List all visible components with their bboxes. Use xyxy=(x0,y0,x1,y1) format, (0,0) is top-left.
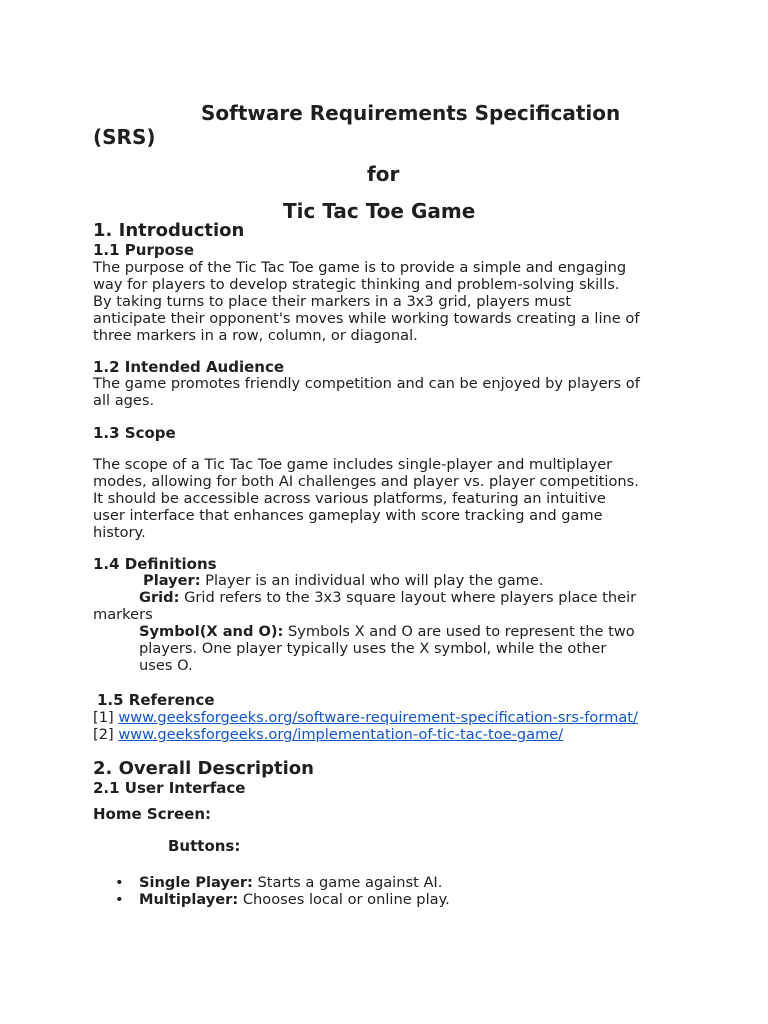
scope-line: The scope of a Tic Tac Toe game includes single-player and multiplayer xyxy=(93,456,613,473)
bullet-icon: • xyxy=(115,874,124,891)
definition-text: Symbols X and O are used to represent the two xyxy=(283,623,635,640)
bullet-text: Starts a game against AI. xyxy=(252,874,443,891)
subsection-heading-reference: 1.5 Reference xyxy=(97,691,215,709)
scope-line: It should be accessible across various platforms, featuring an intuitive xyxy=(93,490,606,507)
doc-title-game: Tic Tac Toe Game xyxy=(283,199,476,223)
section-heading-overall-description: 2. Overall Description xyxy=(93,758,314,779)
doc-title-line2: (SRS) xyxy=(93,125,156,149)
scope-paragraph xyxy=(93,456,683,541)
bullet-text: Chooses local or online play. xyxy=(238,891,450,908)
buttons-list xyxy=(93,874,450,908)
definition-text: Grid refers to the 3x3 square layout where players place their xyxy=(179,589,637,606)
definition-symbol-continued: uses O. xyxy=(139,657,193,674)
definition-player xyxy=(143,572,544,589)
reference-index: [2] xyxy=(93,726,119,743)
reference-item xyxy=(93,709,638,726)
purpose-line: The purpose of the Tic Tac Toe game is to provide a simple and engaging xyxy=(93,259,627,276)
definition-grid xyxy=(139,589,636,606)
reference-item xyxy=(93,726,563,743)
purpose-line: By taking turns to place their markers in a 3x3 grid, players must xyxy=(93,293,572,310)
definition-symbol-continued: players. One player typically uses the X symbol, while the other xyxy=(139,640,607,657)
definition-term: Grid: xyxy=(139,589,180,606)
subsection-heading-definitions: 1.4 Definitions xyxy=(93,555,217,573)
subsection-heading-audience: 1.2 Intended Audience xyxy=(93,358,285,376)
doc-title-line1: Software Requirements Specification xyxy=(201,101,621,125)
definition-term: Player: xyxy=(143,572,201,589)
audience-line: The game promotes friendly competition and can be enjoyed by players of xyxy=(93,375,640,392)
audience-paragraph xyxy=(93,375,683,409)
reference-index: [1] xyxy=(93,709,119,726)
definition-term: Symbol(X and O): xyxy=(139,623,284,640)
list-item xyxy=(93,891,450,908)
reference-link[interactable]: www.geeksforgeeks.org/implementation-of-tic-tac-toe-game/ xyxy=(118,726,564,743)
definition-symbol xyxy=(139,623,635,640)
home-screen-label: Home Screen: xyxy=(93,805,212,823)
purpose-line: anticipate their opponent's moves while working towards creating a line of xyxy=(93,310,640,327)
bullet-term: Multiplayer: xyxy=(139,891,239,908)
scope-line: user interface that enhances gameplay with score tracking and game xyxy=(93,507,603,524)
purpose-line: three markers in a row, column, or diagonal. xyxy=(93,327,418,344)
audience-line: all ages. xyxy=(93,392,155,409)
definition-text: Player is an individual who will play the game. xyxy=(200,572,544,589)
scope-line: modes, allowing for both AI challenges and player vs. player competitions. xyxy=(93,473,639,490)
purpose-line: way for players to develop strategic thinking and problem-solving skills. xyxy=(93,276,620,293)
doc-title-for: for xyxy=(367,162,400,186)
ui-heading-text: 2.1 User Interface xyxy=(93,779,246,797)
purpose-paragraph xyxy=(93,259,683,344)
definition-grid-continued: markers xyxy=(93,606,153,623)
subsection-heading-user-interface xyxy=(93,779,245,797)
section-heading-introduction: 1. Introduction xyxy=(93,220,245,241)
reference-link[interactable]: www.geeksforgeeks.org/software-requirement-specification-srs-format/ xyxy=(118,709,638,726)
bullet-term: Single Player: xyxy=(139,874,253,891)
buttons-label: Buttons: xyxy=(168,837,241,855)
bullet-icon: • xyxy=(115,891,124,908)
scope-line: history. xyxy=(93,524,146,541)
list-item xyxy=(93,874,450,891)
subsection-heading-scope xyxy=(93,424,176,442)
subsection-heading-purpose: 1.1 Purpose xyxy=(93,241,195,259)
scope-heading-text: 1.3 Scope xyxy=(93,424,176,442)
